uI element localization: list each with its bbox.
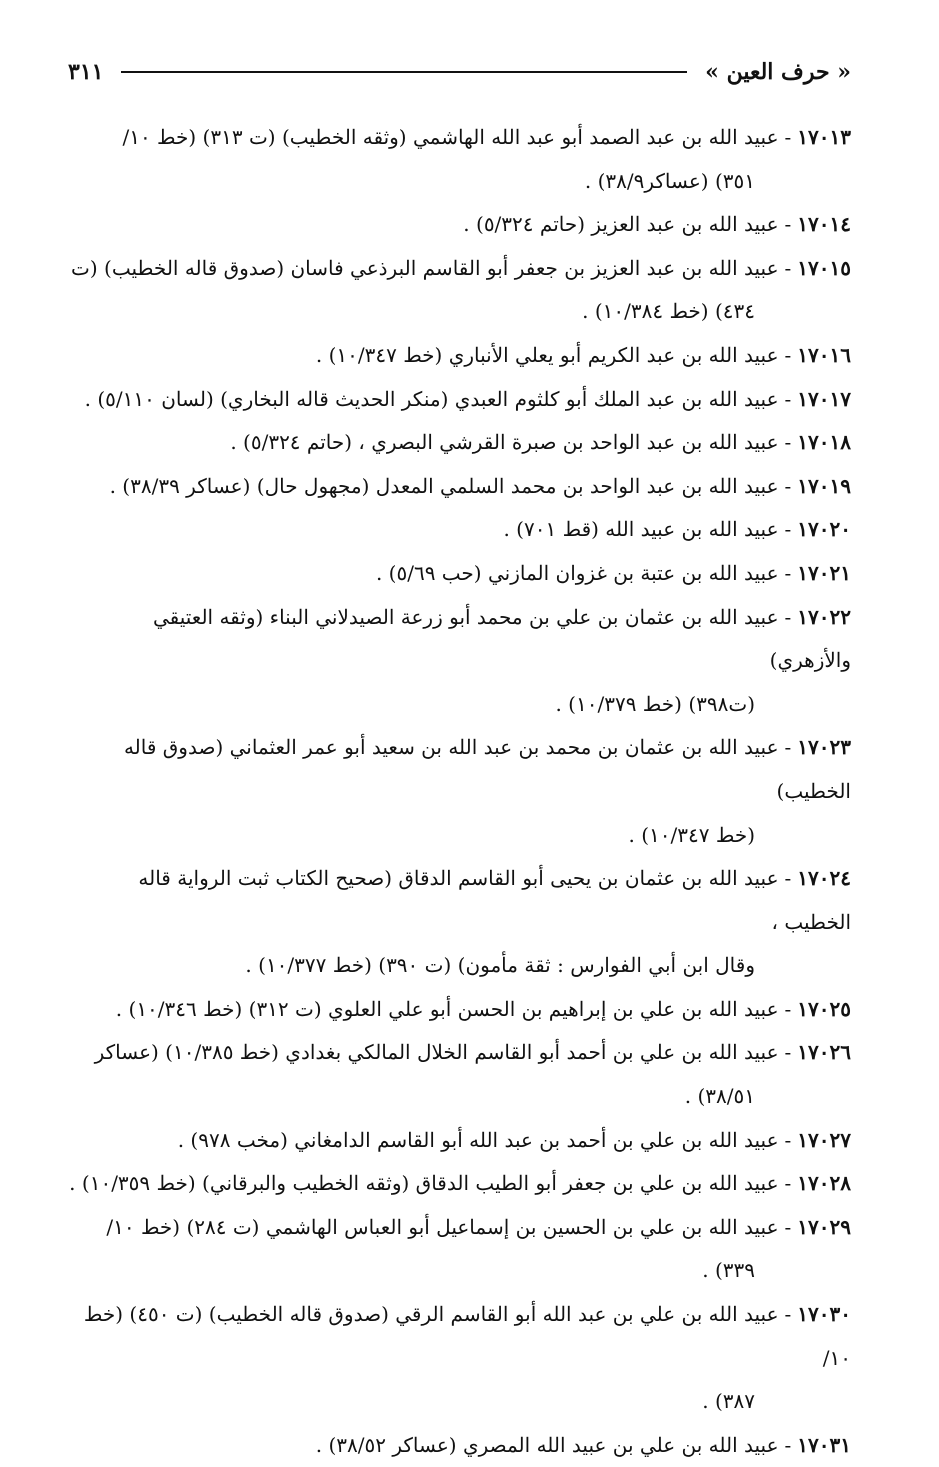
entry-number: ١٧٠٢٦: [797, 1040, 851, 1065]
entry-continuation: (ت٣٩٨) (خط ١٠/٣٧٩) .: [555, 691, 755, 716]
entry-number: ١٧٠٢٧: [797, 1127, 851, 1152]
entry: [68, 1162, 851, 1206]
entry-number: ١٧٠٣٠: [797, 1302, 851, 1327]
entry-number: ١٧٠١٥: [797, 255, 851, 280]
entry-dash: -: [784, 1040, 792, 1065]
entry-number: ١٧٠١٦: [797, 342, 851, 367]
entry-continuation: ٤٣٤) (خط ١٠/٣٨٤) .: [582, 299, 755, 324]
entry-text: عبيد الله بن علي بن جعفر أبو الطيب الدقاق (وثقه الخطيب والبرقاني) (خط ١٠/٣٥٩) .: [69, 1171, 779, 1196]
entry: [68, 596, 851, 727]
page-number: ٣١١: [68, 59, 104, 85]
header-rule: [121, 71, 687, 73]
entry-dash: -: [784, 517, 792, 542]
entry-text: عبيد الله بن عبد الملك أبو كلثوم العبدي (منكر الحديث قاله البخاري) (لسان ٥/١١٠) .: [84, 386, 779, 411]
entry-number: ١٧٠١٧: [797, 386, 851, 411]
entry-dash: -: [784, 1302, 792, 1327]
entry-text: عبيد الله بن علي بن الحسين بن إسماعيل أبو العباس الهاشمي (ت ٢٨٤) (خط ١٠/: [106, 1214, 779, 1239]
entry-continuation: (خط ١٠/٣٤٧) .: [628, 822, 755, 847]
entry: [68, 988, 851, 1032]
entry-dash: -: [784, 1171, 792, 1196]
entry-dash: -: [784, 604, 792, 629]
entry-text: عبيد الله بن عبد العزيز بن جعفر أبو القاسم البرذعي فاسان (صدوق قاله الخطيب) (ت: [71, 255, 779, 280]
entry: [68, 1293, 851, 1424]
entry-number: ١٧٠٢٤: [797, 866, 851, 891]
entry-dash: -: [784, 342, 792, 367]
entry: [68, 552, 851, 596]
entry-dash: -: [784, 1432, 792, 1457]
entry: [68, 421, 851, 465]
entry-text: عبيد الله بن عبد العزيز (حاتم ٥/٣٢٤) .: [463, 212, 779, 237]
entry-text: عبيد الله بن علي بن عبد الله أبو القاسم الرقي (صدوق قاله الخطيب) (ت ٤٥٠) (خط ١٠/: [83, 1302, 851, 1370]
entry-number: ١٧٠٢٥: [797, 996, 851, 1021]
entry: [68, 247, 851, 334]
entry-number: ١٧٠٢٢: [797, 604, 851, 629]
entry-dash: -: [784, 430, 792, 455]
entry-text: عبيد الله بن عتبة بن غزوان المازني (حب ٥/٦٩) .: [375, 560, 779, 585]
entry-dash: -: [784, 255, 792, 280]
entry: [68, 1119, 851, 1163]
chapter-title: « حرف العين »: [705, 59, 851, 85]
entry: [68, 116, 851, 203]
entry-dash: -: [784, 996, 792, 1021]
entry-number: ١٧٠١٤: [797, 212, 851, 237]
entry-number: ١٧٠١٨: [797, 430, 851, 455]
entry: [68, 203, 851, 247]
entry-text: عبيد الله بن عبد الواحد بن محمد السلمي المعدل (مجهول حال) (عساكر ٣٨/٣٩) .: [109, 473, 779, 498]
entry: [68, 508, 851, 552]
entry-text: عبيد الله بن عبد الواحد بن صبرة القرشي البصري ، (حاتم ٥/٣٢٤) .: [230, 430, 779, 455]
entry: [68, 857, 851, 988]
entry-dash: -: [784, 386, 792, 411]
entry-number: ١٧٠٢١: [797, 560, 851, 585]
running-header: [68, 50, 851, 94]
entry-number: ١٧٠٢٨: [797, 1171, 851, 1196]
entry: [68, 465, 851, 509]
entry-text: عبيد الله بن عثمان بن يحيى أبو القاسم الدقاق (صحيح الكتاب ثبت الرواية قاله الخطيب ،: [138, 866, 851, 934]
entry-text: عبيد الله بن عبد الكريم أبو يعلي الأنباري (خط ١٠/٣٤٧) .: [315, 342, 779, 367]
entry-text: عبيد الله بن عثمان بن علي بن محمد أبو زرعة الصيدلاني البناء (وثقه العتيقي والأزهري): [152, 604, 851, 673]
entry-number: ١٧٠٢٠: [797, 517, 851, 542]
entry-number: ١٧٠٣١: [797, 1432, 851, 1457]
entry-text: عبيد الله بن عبد الصمد أبو عبد الله الهاشمي (وثقه الخطيب) (ت ٣١٣) (خط ١٠/: [122, 125, 779, 149]
entry-continuation: ٣٣٩) .: [702, 1258, 755, 1283]
entry: [68, 378, 851, 422]
entry-dash: -: [784, 1127, 792, 1152]
entry-continuation: ٣٨/٥١) .: [684, 1084, 755, 1109]
entry-number: ١٧٠١٩: [797, 473, 851, 498]
entry-text: عبيد الله بن عثمان بن محمد بن عبد الله بن سعيد أبو عمر العثماني (صدوق قاله الخطيب): [123, 735, 851, 803]
entry-dash: -: [784, 735, 792, 760]
entry-dash: -: [784, 212, 792, 237]
entry-dash: -: [784, 866, 792, 891]
entry-dash: -: [784, 560, 792, 585]
entry-continuation: وقال ابن أبي الفوارس : ثقة مأمون) (ت ٣٩٠) (خط ١٠/٣٧٧) .: [245, 953, 755, 978]
entry: [68, 334, 851, 378]
entry-text: عبيد الله بن علي بن أحمد بن عبد الله أبو القاسم الدامغاني (مخب ٩٧٨) .: [177, 1127, 779, 1152]
entry-dash: -: [784, 125, 792, 149]
entry-text: عبيد الله بن عبيد الله (قط ٧٠١) .: [503, 517, 779, 542]
entry: [68, 1206, 851, 1293]
entry-number: ١٧٠١٣: [797, 125, 851, 149]
entry: [68, 1424, 851, 1467]
entry-continuation: ٣٨٧) .: [702, 1389, 755, 1414]
entry: [68, 1031, 851, 1118]
entry: [68, 726, 851, 857]
entry-number: ١٧٠٢٩: [797, 1214, 851, 1239]
entry-continuation: ٣٥١) (عساكر٣٨/٩) .: [584, 168, 755, 193]
entry-dash: -: [784, 1214, 792, 1239]
entry-text: عبيد الله بن علي بن إبراهيم بن الحسن أبو علي العلوي (ت ٣١٢) (خط ١٠/٣٤٦) .: [115, 996, 779, 1021]
entry-text: عبيد الله بن علي بن عبيد الله المصري (عساكر ٣٨/٥٢) .: [315, 1432, 779, 1457]
entry-dash: -: [784, 473, 792, 498]
entry-list: [68, 116, 851, 1467]
entry-text: عبيد الله بن علي بن أحمد أبو القاسم الخلال المالكي بغدادي (خط ١٠/٣٨٥) (عساكر: [94, 1040, 779, 1065]
entry-number: ١٧٠٢٣: [797, 735, 851, 760]
